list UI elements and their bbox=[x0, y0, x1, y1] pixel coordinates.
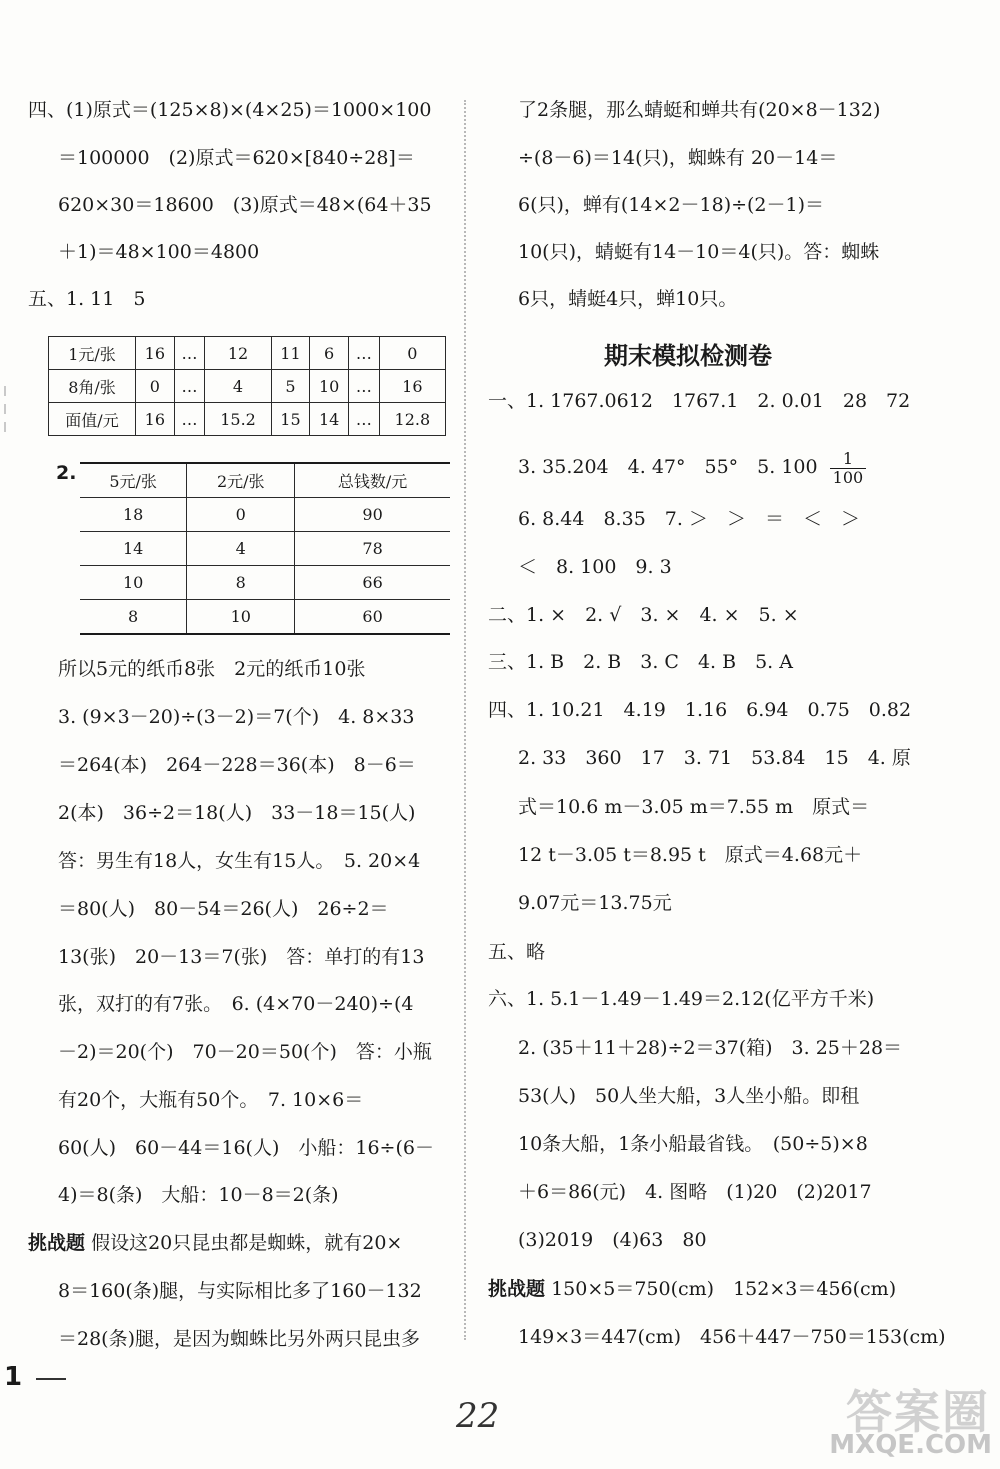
gutter-mark bbox=[4, 404, 6, 414]
table-cell: 6 bbox=[310, 337, 349, 370]
table-cell: … bbox=[348, 403, 379, 436]
table-cell: 14 bbox=[310, 403, 349, 436]
answer-line: 四、1. 10.21 4.19 1.16 6.94 0.75 0.82 bbox=[488, 699, 912, 721]
answer-line: 9.07元＝13.75元 bbox=[518, 892, 672, 914]
table-cell: 15 bbox=[271, 403, 310, 436]
table-row bbox=[80, 532, 450, 566]
fraction-denominator: 100 bbox=[832, 467, 864, 487]
answer-line: 620×30＝18600 (3)原式＝48×(64＋35 bbox=[58, 194, 432, 216]
page-number: 1 bbox=[4, 1362, 23, 1392]
answer-line: 2. 33 360 17 3. 71 53.84 15 4. 原 bbox=[518, 747, 911, 769]
answer-line: ＝100000 (2)原式＝620×[840÷28]＝ bbox=[58, 147, 415, 169]
table-row bbox=[49, 370, 446, 403]
answer-line: (3)2019 (4)63 80 bbox=[518, 1229, 707, 1251]
answer-line: －2)＝20(个) 70－20＝50(个) 答：小瓶 bbox=[58, 1041, 432, 1063]
answer-line: ＜ 8. 100 9. 3 bbox=[518, 556, 672, 578]
challenge-line bbox=[488, 1277, 896, 1301]
answer-line: 三、1. B 2. B 3. C 4. B 5. A bbox=[488, 651, 793, 673]
answer-line: 10(只)，蜻蜓有14－10＝4(只)。答：蜘蛛 bbox=[518, 241, 880, 263]
table-cell: 8 bbox=[80, 600, 187, 635]
page-rule bbox=[36, 1378, 66, 1380]
table-cell: … bbox=[348, 370, 379, 403]
table-cell: 5 bbox=[271, 370, 310, 403]
table-row bbox=[80, 566, 450, 600]
gutter-mark bbox=[4, 422, 6, 432]
answer-line: 2(本) 36÷2＝18(人) 33－18＝15(人) bbox=[58, 802, 416, 824]
challenge-text: 150×5＝750(cm) 152×3＝456(cm) bbox=[551, 1278, 897, 1300]
table-cell: 78 bbox=[295, 532, 450, 566]
answer-line: ＝80(人) 80－54＝26(人) 26÷2＝ bbox=[58, 898, 389, 920]
table-cell: 4 bbox=[187, 532, 295, 566]
answer-line: 一、1. 1767.0612 1767.1 2. 0.01 28 72 bbox=[488, 390, 911, 412]
table-cell: 10 bbox=[310, 370, 349, 403]
table-cell: 90 bbox=[295, 498, 450, 532]
table-cell: … bbox=[174, 403, 205, 436]
answer-line: 6. 8.44 8.35 7. ＞ ＞ ＝ ＜ ＞ bbox=[518, 508, 860, 530]
table-cell: 14 bbox=[80, 532, 187, 566]
answer-line: 8＝160(条)腿，与实际相比多了160－132 bbox=[58, 1280, 422, 1302]
answer-line: 五、1. 11 5 bbox=[28, 288, 146, 310]
table-row bbox=[80, 600, 450, 635]
answer-line: ＋1)＝48×100＝4800 bbox=[58, 241, 260, 263]
challenge-line bbox=[28, 1231, 402, 1255]
table-cell: 10 bbox=[80, 566, 187, 600]
table-cell: 4 bbox=[205, 370, 271, 403]
table-cell: 0 bbox=[136, 370, 175, 403]
table-cell: 面值/元 bbox=[49, 403, 136, 436]
challenge-label: 挑战题 bbox=[488, 1278, 546, 1300]
answer-line: 有20个，大瓶有50个。 7. 10×6＝ bbox=[58, 1089, 364, 1111]
answer-line: 149×3＝447(cm) 456＋447－750＝153(cm) bbox=[518, 1326, 946, 1348]
answer-line: 3. (9×3－20)÷(3－2)＝7(个) 4. 8×33 bbox=[58, 706, 415, 728]
table-row bbox=[49, 337, 446, 370]
answer-line: 四、(1)原式＝(125×8)×(4×25)＝1000×100 bbox=[28, 99, 432, 121]
bill-table bbox=[80, 462, 450, 635]
answer-line: 所以5元的纸币8张 2元的纸币10张 bbox=[58, 658, 366, 680]
answer-line: 12 t－3.05 t＝8.95 t 原式＝4.68元＋ bbox=[518, 844, 863, 866]
table-cell: 12.8 bbox=[379, 403, 445, 436]
answer-line: 张，双打的有7张。 6. (4×70－240)÷(4 bbox=[58, 993, 414, 1015]
question-number: 2. bbox=[56, 462, 77, 484]
table-cell: … bbox=[174, 337, 205, 370]
table-cell: … bbox=[174, 370, 205, 403]
answer-line: ＋6＝86(元) 4. 图略 (1)20 (2)2017 bbox=[518, 1181, 872, 1203]
table-header-cell: 2元/张 bbox=[187, 463, 295, 498]
answer-line: 60(人) 60－44＝16(人) 小船：16÷(6－ bbox=[58, 1137, 434, 1159]
column-divider bbox=[464, 100, 466, 1340]
table-cell: … bbox=[348, 337, 379, 370]
table-row bbox=[49, 403, 446, 436]
handwritten-page-number: 22 bbox=[456, 1396, 500, 1436]
table-cell: 16 bbox=[379, 370, 445, 403]
answer-line: ＝28(条)腿，是因为蜘蛛比另外两只昆虫多 bbox=[58, 1328, 421, 1350]
answer-line: 2. (35＋11＋28)÷2＝37(箱) 3. 25＋28＝ bbox=[518, 1037, 903, 1059]
fraction-numerator: 1 bbox=[830, 450, 867, 469]
answer-line: 4)＝8(条) 大船：10－8＝2(条) bbox=[58, 1184, 339, 1206]
table-cell: 12 bbox=[205, 337, 271, 370]
answer-line: ＝264(本) 264－228＝36(本) 8－6＝ bbox=[58, 754, 416, 776]
fraction bbox=[830, 450, 867, 487]
table-cell: 8 bbox=[187, 566, 295, 600]
table-cell: 16 bbox=[136, 337, 175, 370]
answer-line: 六、1. 5.1－1.49－1.49＝2.12(亿平方千米) bbox=[488, 988, 875, 1010]
table-row bbox=[80, 498, 450, 532]
answer-line bbox=[518, 447, 866, 487]
table-cell: 8角/张 bbox=[49, 370, 136, 403]
watermark-logo bbox=[798, 1372, 998, 1467]
answer-line: 式＝10.6 m－3.05 m＝7.55 m 原式＝ bbox=[518, 796, 870, 818]
table-cell: 18 bbox=[80, 498, 187, 532]
table-cell: 0 bbox=[379, 337, 445, 370]
answer-line: 6(只)，蝉有(14×2－18)÷(2－1)＝ bbox=[518, 194, 825, 216]
challenge-text: 假设这20只昆虫都是蜘蛛，就有20× bbox=[91, 1232, 403, 1254]
gutter-mark bbox=[4, 386, 6, 396]
table-cell: 60 bbox=[295, 600, 450, 635]
section-title: 期末模拟检测卷 bbox=[604, 342, 772, 370]
table-cell: 1元/张 bbox=[49, 337, 136, 370]
table-header-cell: 总钱数/元 bbox=[295, 463, 450, 498]
table-header-cell: 5元/张 bbox=[80, 463, 187, 498]
table-cell: 66 bbox=[295, 566, 450, 600]
table-cell: 10 bbox=[187, 600, 295, 635]
watermark-text: 答案圈 bbox=[846, 1385, 990, 1439]
challenge-label: 挑战题 bbox=[28, 1232, 86, 1254]
answer-text: 3. 35.204 4. 47° 55° 5. 100 bbox=[518, 456, 818, 478]
table-cell: 0 bbox=[187, 498, 295, 532]
table-cell: 15.2 bbox=[205, 403, 271, 436]
table-header-row bbox=[80, 463, 450, 498]
answer-line: 答：男生有18人，女生有15人。 5. 20×4 bbox=[58, 850, 421, 872]
answer-line: 53(人) 50人坐大船，3人坐小船。即租 bbox=[518, 1085, 860, 1107]
answer-line: 13(张) 20－13＝7(张) 答：单打的有13 bbox=[58, 946, 425, 968]
table-cell: 11 bbox=[271, 337, 310, 370]
answer-line: 6只，蜻蜓4只，蝉10只。 bbox=[518, 288, 738, 310]
answer-line: 10条大船，1条小船最省钱。 (50÷5)×8 bbox=[518, 1133, 868, 1155]
answer-line: ÷(8－6)＝14(只)，蜘蛛有 20－14＝ bbox=[518, 147, 838, 169]
answer-line: 了2条腿，那么蜻蜓和蝉共有(20×8－132) bbox=[518, 99, 881, 121]
table-cell: 16 bbox=[136, 403, 175, 436]
answer-line: 五、略 bbox=[488, 941, 546, 963]
answer-line: 二、1. × 2. √ 3. × 4. × 5. × bbox=[488, 604, 799, 626]
watermark-url: MXQE.COM bbox=[829, 1430, 992, 1460]
coin-table bbox=[48, 336, 446, 436]
